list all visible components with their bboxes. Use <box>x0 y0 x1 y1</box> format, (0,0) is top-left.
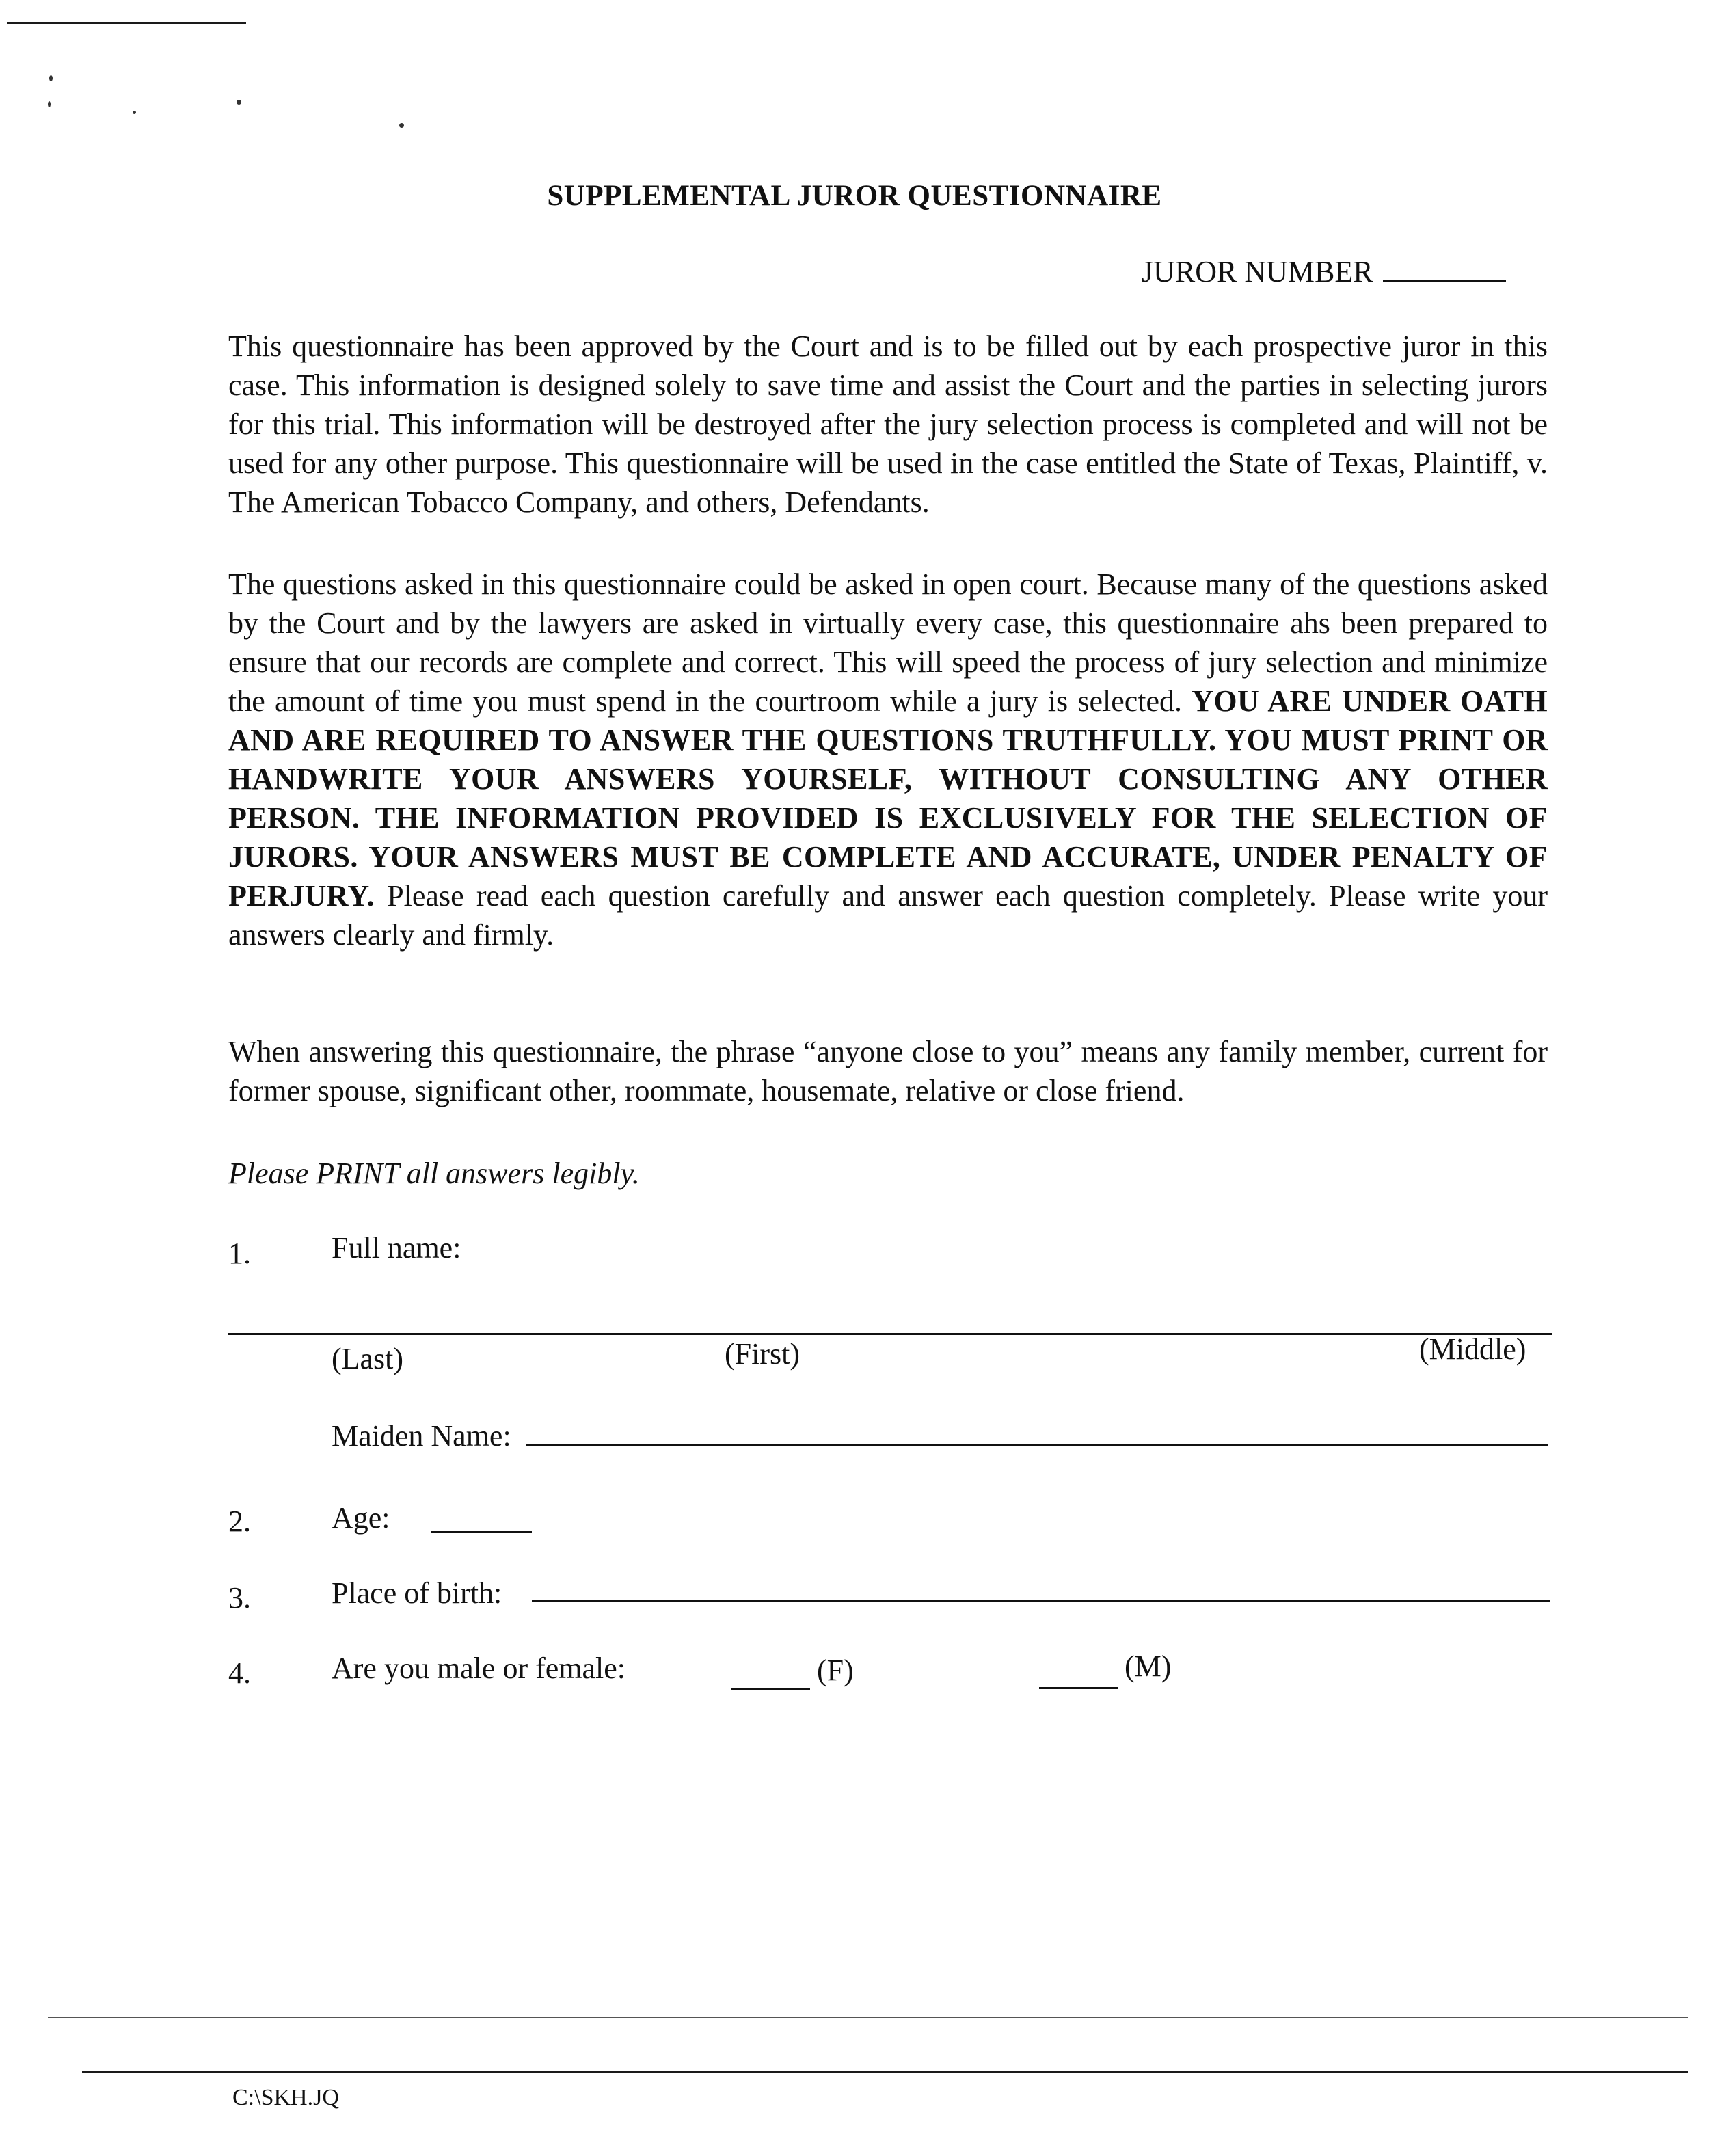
full-name-line[interactable] <box>228 1333 1552 1335</box>
q2-number: 2. <box>228 1505 251 1538</box>
maiden-name-label: Maiden Name: <box>332 1419 511 1453</box>
male-blank[interactable] <box>1039 1687 1118 1689</box>
q1-label: Full name: <box>332 1231 461 1265</box>
document-title: SUPPLEMENTAL JUROR QUESTIONNAIRE <box>547 180 1162 212</box>
scan-speck <box>399 123 404 128</box>
age-line[interactable] <box>431 1531 532 1533</box>
oath-paragraph-intro: The questions asked in this questionnaire could be asked in open court. Because many of the questions asked by the Court and by the lawyers are asked in virtually every case, this questionnaire ahs been prepared to ensure that our records are complete and correct. This will speed the process of jury selection and minimize the amount of time you must spend in the courtroom while a jury is selected. <box>228 567 1548 718</box>
juror-number-label: JUROR NUMBER <box>1142 255 1373 288</box>
q1-number: 1. <box>228 1237 251 1270</box>
definition-paragraph: When answering this questionnaire, the phrase “anyone close to you” means any family member, current for former spouse, significant other, roommate, housemate, relative or close friend. <box>228 1035 1548 1107</box>
intro-paragraph: This questionnaire has been approved by the Court and is to be filled out by each prospective juror in this case. This information is designed solely to save time and assist the Court and the parties in selecting jurors for this trial. This information will be destroyed after the jury selection process is completed and will not be used for any other purpose. This questionnaire will be used in the case entitled the State of Texas, Plaintiff, v. The American Tobacco Company, and others, Defendants. <box>228 329 1548 519</box>
male-option: (M) <box>1125 1649 1172 1683</box>
oath-paragraph-warning: YOU ARE UNDER OATH AND ARE REQUIRED TO ANSWER THE QUESTIONS TRUTHFULLY. YOU MUST PRINT OR HANDWRITE YOUR ANSWERS YOURSELF, WITHOUT CONSULTING ANY OTHER PERSON. THE INFORMATION PROVIDED IS EXCLUSIVELY FOR THE SELECTION OF JURORS. YOUR ANSWERS MUST BE COMPLETE AND ACCURATE, UNDER PENALTY OF PERJURY. <box>228 684 1548 913</box>
print-instruction: Please PRINT all answers legibly. <box>228 1157 640 1190</box>
last-name-caption: (Last) <box>332 1342 404 1375</box>
first-name-caption: (First) <box>725 1337 800 1371</box>
oath-paragraph-end: Please read each question carefully and answer each question completely. Please write your answers clearly and firmly. <box>228 879 1548 952</box>
q4-label: Are you male or female: <box>332 1652 626 1685</box>
q3-label: Place of birth: <box>332 1576 502 1610</box>
middle-name-caption: (Middle) <box>1419 1332 1526 1366</box>
female-blank[interactable] <box>731 1688 810 1690</box>
q3-number: 3. <box>228 1581 251 1615</box>
file-path-footer: C:\SKH.JQ <box>232 2085 339 2110</box>
female-option: (F) <box>817 1654 854 1687</box>
scan-speck <box>48 101 51 107</box>
top-rule <box>7 22 246 24</box>
q2-label: Age: <box>332 1501 390 1535</box>
q4-number: 4. <box>228 1656 251 1690</box>
juror-number-field[interactable] <box>1142 254 1506 289</box>
juror-number-blank[interactable] <box>1383 258 1506 282</box>
scan-speck <box>49 75 53 81</box>
footer-rule-upper <box>48 2017 1688 2018</box>
scan-speck <box>133 111 136 114</box>
birthplace-line[interactable] <box>532 1600 1550 1602</box>
maiden-name-line[interactable] <box>526 1444 1548 1446</box>
footer-rule-lower <box>82 2071 1688 2073</box>
scan-speck <box>237 100 241 105</box>
oath-paragraph <box>228 565 1548 954</box>
